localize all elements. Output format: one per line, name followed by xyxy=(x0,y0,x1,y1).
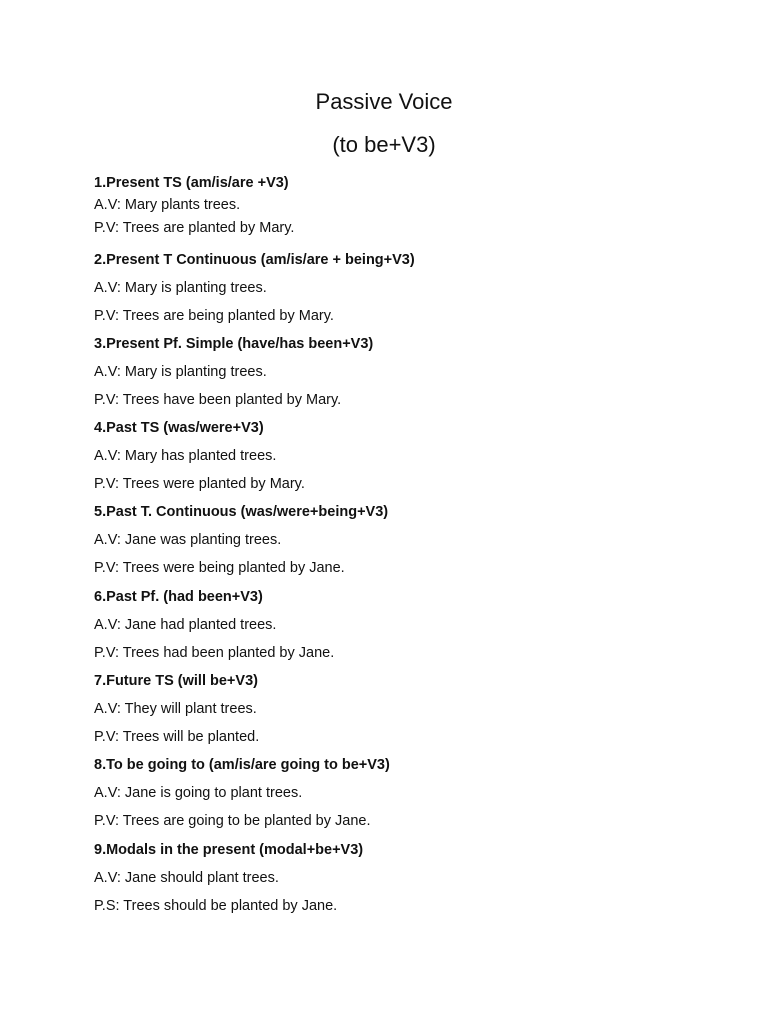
section-past-simple xyxy=(94,419,714,493)
active-voice-example: A.V: Mary is planting trees. xyxy=(94,364,267,380)
passive-voice-example: P.V: Trees were planted by Mary. xyxy=(94,476,305,492)
passive-voice-example: P.V: Trees have been planted by Mary. xyxy=(94,392,342,408)
active-voice-example: A.V: Mary plants trees. xyxy=(94,197,241,213)
section-heading: 2.Present T Continuous (am/is/are + being+V3) xyxy=(94,252,415,268)
section-present-continuous xyxy=(94,251,714,325)
passive-voice-example: P.V: Trees are planted by Mary. xyxy=(94,220,295,236)
section-heading: 7.Future TS (will be+V3) xyxy=(94,673,258,689)
passive-voice-example: P.V: Trees had been planted by Jane. xyxy=(94,645,335,661)
section-heading: 9.Modals in the present (modal+be+V3) xyxy=(94,842,364,858)
section-present-perfect xyxy=(94,335,714,409)
active-voice-example: A.V: Jane should plant trees. xyxy=(94,870,279,886)
passive-voice-example: P.V: Trees are being planted by Mary. xyxy=(94,308,334,324)
active-voice-example: A.V: Mary has planted trees. xyxy=(94,448,277,464)
active-voice-example: A.V: Jane was planting trees. xyxy=(94,532,282,548)
passive-voice-example: P.V: Trees were being planted by Jane. xyxy=(94,560,345,576)
section-heading: 4.Past TS (was/were+V3) xyxy=(94,420,264,436)
section-heading: 8.To be going to (am/is/are going to be+V3) xyxy=(94,757,390,773)
section-past-perfect xyxy=(94,588,714,662)
section-heading: 6.Past Pf. (had been+V3) xyxy=(94,589,263,605)
active-voice-example: A.V: They will plant trees. xyxy=(94,701,257,717)
active-voice-example: A.V: Jane is going to plant trees. xyxy=(94,785,303,801)
section-going-to xyxy=(94,756,714,830)
section-future-simple xyxy=(94,672,714,746)
passive-voice-example: P.S: Trees should be planted by Jane. xyxy=(94,898,338,914)
section-heading: 5.Past T. Continuous (was/were+being+V3) xyxy=(94,504,389,520)
active-voice-example: A.V: Jane had planted trees. xyxy=(94,617,277,633)
passive-voice-example: P.V: Trees will be planted. xyxy=(94,729,260,745)
section-past-continuous xyxy=(94,503,714,577)
document-subtitle: (to be+V3) xyxy=(332,132,436,157)
passive-voice-example: P.V: Trees are going to be planted by Jane. xyxy=(94,813,371,829)
section-modals-present xyxy=(94,841,714,915)
section-present-simple xyxy=(94,174,714,237)
section-heading: 1.Present TS (am/is/are +V3) xyxy=(94,175,289,191)
document-title: Passive Voice xyxy=(315,89,453,114)
section-heading: 3.Present Pf. Simple (have/has been+V3) xyxy=(94,336,374,352)
active-voice-example: A.V: Mary is planting trees. xyxy=(94,280,267,296)
